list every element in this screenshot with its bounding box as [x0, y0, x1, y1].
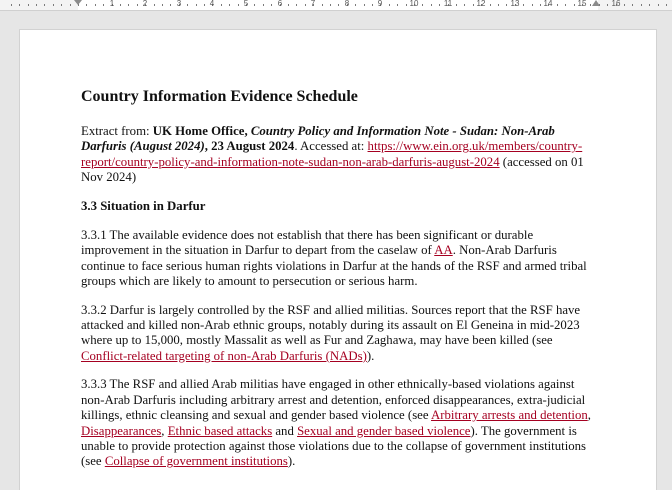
ruler-tick — [44, 4, 45, 6]
ruler-tick — [649, 4, 650, 6]
source-url-link[interactable]: https://www.ein.org.uk/members/country-report/country-policy-and-information-note-sudan-non-arab-darfuris-august-2024 — [81, 139, 583, 169]
ruler-tick — [557, 4, 558, 6]
ruler-tick — [103, 4, 104, 6]
ruler-tick — [221, 4, 222, 6]
ruler-tick — [439, 4, 440, 6]
extract-prefix: Extract from: — [81, 124, 153, 138]
ruler-tick — [263, 4, 264, 6]
ruler-number: 12 — [476, 0, 486, 8]
ruler-tick — [296, 4, 297, 6]
ruler-tick — [154, 4, 155, 6]
ruler-number: 16 — [611, 0, 621, 8]
source-date: , 23 August 2024 — [204, 139, 295, 154]
ruler-number: 3 — [176, 0, 182, 8]
ruler-tick — [532, 4, 533, 6]
ruler-tick — [506, 4, 507, 6]
ruler-tick — [641, 4, 642, 6]
separator-text: , — [161, 423, 168, 438]
document-title: Country Information Evidence Schedule — [81, 88, 358, 105]
arbitrary-arrests-link[interactable]: Arbitrary arrests and detention — [431, 408, 588, 423]
ruler-tick — [574, 4, 575, 6]
ruler-tick — [170, 4, 171, 6]
ruler-tick — [658, 4, 659, 6]
ruler-number: 8 — [344, 0, 350, 8]
ruler-tick — [137, 4, 138, 6]
disappearances-link[interactable]: Disappearances — [81, 423, 162, 438]
ruler-tick — [305, 4, 306, 6]
ruler-tick — [389, 4, 390, 6]
ruler-tick — [406, 4, 407, 6]
ruler-tick — [565, 4, 566, 6]
ruler-number: 9 — [377, 0, 383, 8]
ruler-tick — [355, 4, 356, 6]
document-page[interactable] — [20, 30, 656, 490]
ruler-tick — [53, 4, 54, 6]
ruler-tick — [120, 4, 121, 6]
ruler-number: 2 — [142, 0, 148, 8]
ruler-tick — [61, 4, 62, 6]
ruler-number: 1 — [109, 0, 115, 8]
ruler-tick — [372, 4, 373, 6]
ruler-tick — [431, 4, 432, 6]
ruler-tick — [397, 4, 398, 6]
ruler-tick — [196, 4, 197, 6]
ruler-tick — [288, 4, 289, 6]
ruler-number: 15 — [577, 0, 587, 8]
ruler-number: 10 — [409, 0, 419, 8]
ruler-tick — [271, 4, 272, 6]
ruler-tick — [36, 4, 37, 6]
ruler-tick — [19, 4, 20, 6]
ruler-tick — [540, 4, 541, 6]
ruler-tick — [70, 4, 71, 6]
ruler-tick — [473, 4, 474, 6]
ruler-tick — [86, 4, 87, 6]
aa-caselaw-link[interactable]: AA — [434, 243, 453, 258]
ruler-number: 7 — [310, 0, 316, 8]
ruler-tick — [330, 4, 331, 6]
ruler-number: 6 — [277, 0, 283, 8]
ruler-tick — [456, 4, 457, 6]
ruler-tick — [422, 4, 423, 6]
paragraph-text: ). — [287, 454, 296, 469]
paragraph-3-3-2 — [81, 303, 601, 365]
ruler-tick — [95, 4, 96, 6]
sgbv-link[interactable]: Sexual and gender based violence — [297, 423, 471, 438]
ruler-tick — [254, 4, 255, 6]
conflict-targeting-link[interactable]: Conflict-related targeting of non-Arab Darfuris (NADs) — [81, 348, 367, 363]
ruler-number: 4 — [209, 0, 215, 8]
ruler-tick — [590, 4, 591, 6]
paragraph-text: 3.3.3 The RSF and allied Arab militias have engaged in other ethnically-based violations against non-Arab Darfuris including arbitrary arrest and detention, enforced disappearances, extra-judicial killings, ethnic cleansing and sexual and gender based violence (see — [81, 377, 586, 423]
ruler-number: 5 — [243, 0, 249, 8]
ruler-number: 14 — [543, 0, 553, 8]
paragraph-text: ). The government is unable to provide protection against those violations due to the collapse of government institutions (see — [81, 423, 587, 469]
ruler-tick — [28, 4, 29, 6]
accessed-on-date: (accessed on 01 Nov 2024) — [81, 154, 584, 185]
extract-citation — [81, 124, 601, 186]
ruler-tick — [11, 4, 12, 6]
ruler-tick — [624, 4, 625, 6]
ethnic-attacks-link[interactable]: Ethnic based attacks — [167, 423, 273, 438]
paragraph-3-3-3 — [81, 377, 601, 469]
ruler-tick — [599, 4, 600, 6]
source-report-title: Country Policy and Information Note - Sudan: Non-Arab Darfuris (August 2024) — [81, 124, 555, 154]
separator-text: and — [272, 423, 298, 438]
ruler-tick — [490, 4, 491, 6]
ruler-tick — [238, 4, 239, 6]
ruler-tick — [322, 4, 323, 6]
ruler-tick — [464, 4, 465, 6]
paragraph-text: . Non-Arab Darfuris continue to face serious human rights violations in Darfur at the hands of the RSF and armed tribal groups which are likely to amount to persecution or serious harm. — [81, 243, 587, 289]
ruler-tick — [162, 4, 163, 6]
accessed-label: . Accessed at: — [294, 139, 368, 154]
horizontal-ruler[interactable] — [0, 0, 672, 11]
ruler-tick — [187, 4, 188, 6]
document-body — [81, 87, 601, 483]
ruler-tick — [229, 4, 230, 6]
ruler-tick — [523, 4, 524, 6]
ruler-tick — [128, 4, 129, 6]
ruler-tick — [632, 4, 633, 6]
ruler-tick — [498, 4, 499, 6]
section-heading: 3.3 Situation in Darfur — [81, 198, 206, 213]
ruler-number: 11 — [443, 0, 453, 8]
ruler-tick — [338, 4, 339, 6]
ruler-tick — [607, 4, 608, 6]
ruler-tick — [666, 4, 667, 6]
ruler-tick — [364, 4, 365, 6]
paragraph-3-3-1 — [81, 228, 601, 290]
paragraph-text: 3.3.1 The available evidence does not establish that there has been significant or durable improvement in the situation in Darfur to depart from the caselaw of — [81, 228, 534, 258]
paragraph-text: ). — [366, 348, 375, 363]
separator-text: , — [587, 408, 591, 423]
ruler-number: 13 — [510, 0, 520, 8]
source-org: UK Home Office, — [152, 124, 251, 138]
collapse-institutions-link[interactable]: Collapse of government institutions — [104, 454, 288, 469]
ruler-tick — [204, 4, 205, 6]
ruler-tick — [78, 4, 79, 6]
paragraph-text: 3.3.2 Darfur is largely controlled by the RSF and allied militias. Sources report that the RSF have attacked and killed non-Arab ethnic groups, notably during its assault on El Geneina in mid-2023 where up to 15,000, mostly Massalit as well as Fur and Zaghawa, may have been killed (see — [81, 302, 581, 348]
